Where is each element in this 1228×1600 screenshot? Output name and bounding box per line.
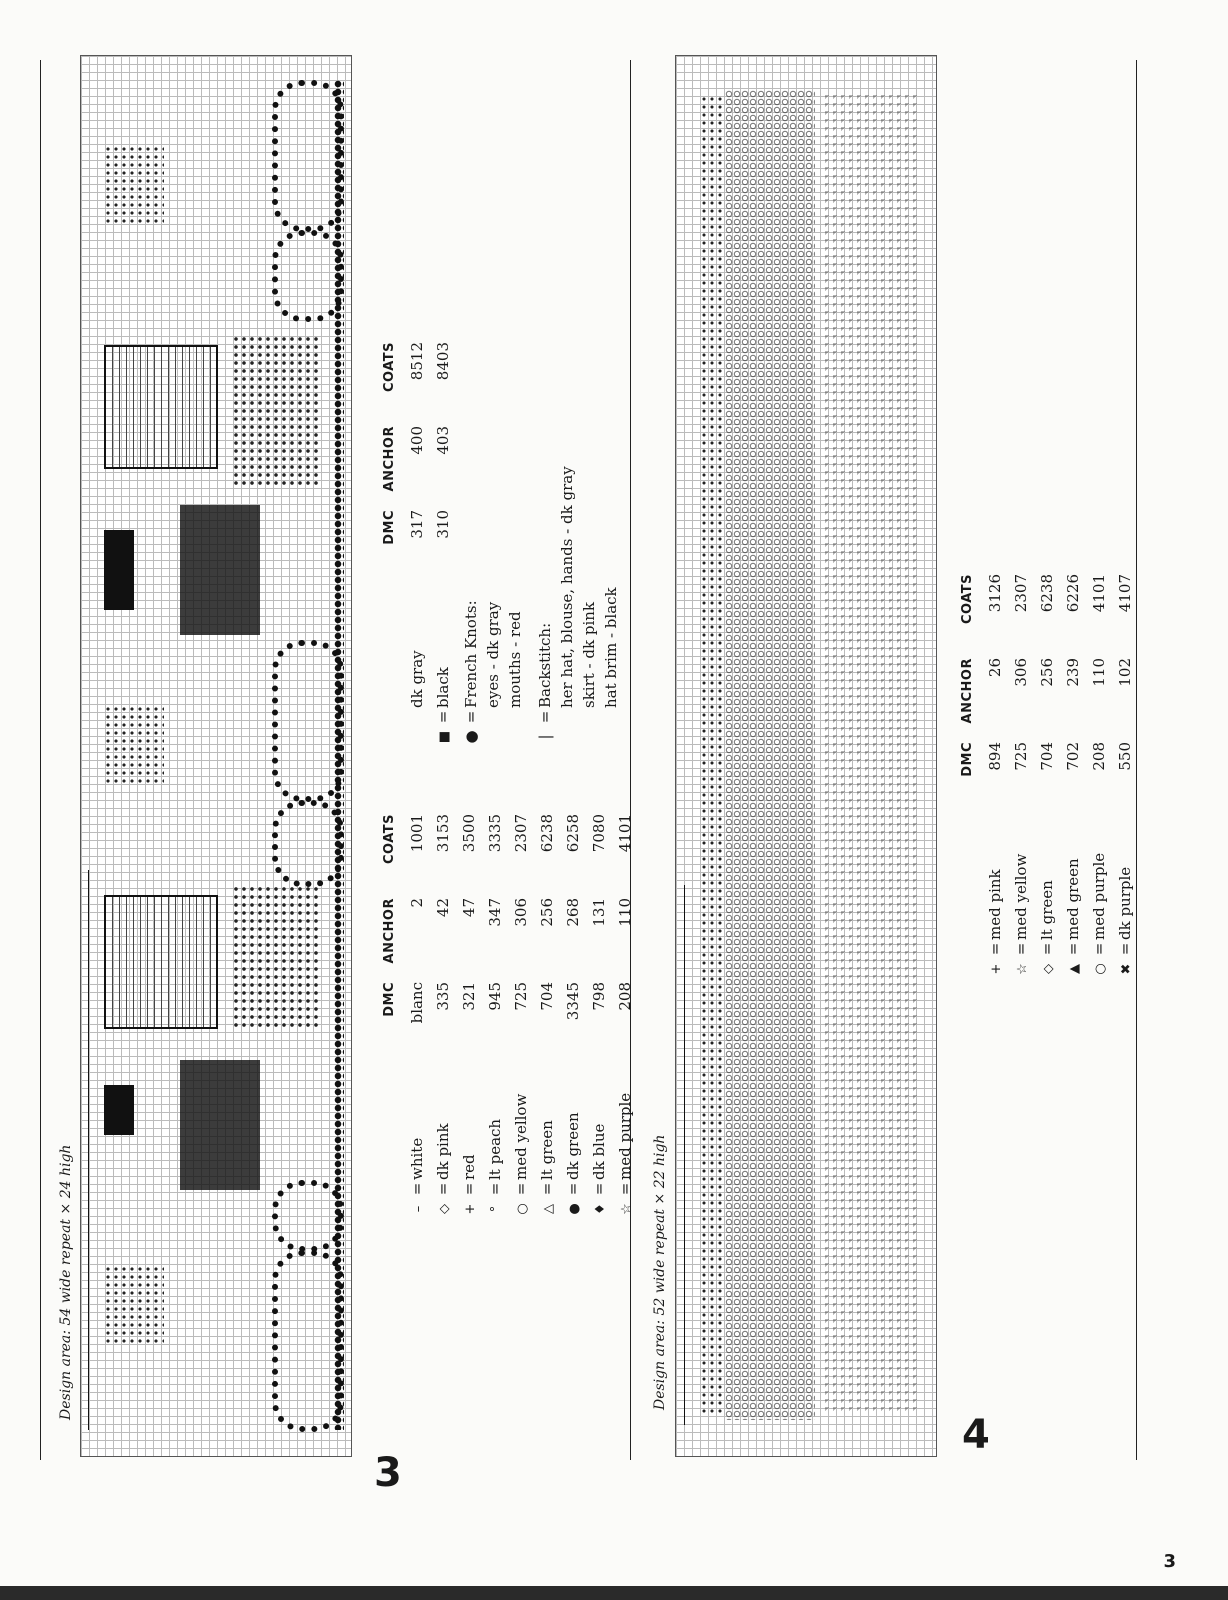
chart4-anchor: 239 bbox=[1064, 658, 1082, 687]
chart3-name: red bbox=[460, 1154, 478, 1180]
chart4-symbol-icon: ◇ bbox=[1041, 964, 1056, 974]
backstitch-line-3: hat brim - black bbox=[602, 587, 620, 708]
chart3-equals: = bbox=[512, 1182, 530, 1196]
chart4-symbol-icon: + bbox=[989, 963, 1004, 975]
chart3-anchor: 268 bbox=[564, 898, 582, 927]
chart4-name: med green bbox=[1064, 858, 1082, 940]
chart3-legend-header bbox=[382, 808, 408, 1220]
chart3-legend-row bbox=[486, 808, 512, 1220]
chart3-name: lt peach bbox=[486, 1118, 504, 1180]
chart3-legend bbox=[382, 342, 642, 1220]
chart3-symbol-icon: ♦ bbox=[593, 1203, 608, 1215]
chart3-dmc: 321 bbox=[460, 982, 478, 1011]
chart4-name: dk purple bbox=[1116, 866, 1134, 940]
chart4-coats: 6226 bbox=[1064, 574, 1082, 613]
chart4-symbol-icon: ✖ bbox=[1119, 963, 1134, 975]
chart3-coats: 3500 bbox=[460, 814, 478, 853]
chart4-dmc: 702 bbox=[1064, 742, 1082, 771]
chart4-dmc-header: DMC bbox=[960, 742, 975, 777]
chart4-coats: 2307 bbox=[1012, 574, 1030, 613]
chart3-loop-6 bbox=[272, 80, 344, 232]
chart4-number: 4 bbox=[962, 1412, 990, 1458]
chart4-legend-row bbox=[1012, 560, 1038, 980]
chart3-equals: = bbox=[538, 1182, 556, 1196]
chart3-legend-row bbox=[616, 808, 642, 1220]
chart3-coats: 3335 bbox=[486, 814, 504, 853]
chart3-anchor: 47 bbox=[460, 898, 478, 918]
chart4-equals: = bbox=[1064, 942, 1082, 956]
chart3-equals: = bbox=[590, 1182, 608, 1196]
chart3-coats: 2307 bbox=[512, 814, 530, 853]
chart4-center-arrow bbox=[684, 885, 685, 1425]
chart3-anchor: 131 bbox=[590, 898, 608, 927]
chart3-name: med yellow bbox=[512, 1093, 530, 1180]
chart4-coats: 4101 bbox=[1090, 574, 1108, 613]
chart3-name: dk pink bbox=[434, 1123, 452, 1180]
chart3-loop-5 bbox=[272, 230, 344, 322]
chart3-coats: 6258 bbox=[564, 814, 582, 853]
chart3-equals: = bbox=[564, 1182, 582, 1196]
chart3-legend-row bbox=[408, 808, 434, 1220]
chart4-legend-header bbox=[960, 560, 986, 980]
chart3-symbol-icon: – bbox=[411, 1205, 426, 1213]
backstitch-symbol: | bbox=[536, 734, 554, 740]
chart3-dmc: 3345 bbox=[564, 982, 582, 1021]
chart4-symbol-icon: ☆ bbox=[1015, 963, 1030, 975]
chart3b-name: black bbox=[434, 667, 452, 708]
chart4-dmc: 725 bbox=[1012, 742, 1030, 771]
chart4-symbol-icon: ▲ bbox=[1067, 964, 1082, 974]
chart3-backstitch: | = Backstitch: her hat, blouse, hands - dk gray skirt - dk pink hat brim - black bbox=[534, 336, 622, 748]
chart3-center-arrow bbox=[88, 870, 89, 1430]
chart3-design-area-label: Design area: 54 wide repeat × 24 high bbox=[58, 1144, 74, 1420]
chart3-dmc: blanc bbox=[408, 982, 426, 1024]
chart3-name: white bbox=[408, 1137, 426, 1180]
chart3-equals: = bbox=[434, 1182, 452, 1196]
chart3-shirt-2 bbox=[232, 335, 322, 485]
chart3-flower-2 bbox=[104, 705, 164, 785]
chart4-legend-row bbox=[1090, 560, 1116, 980]
chart3-coats: 6238 bbox=[538, 814, 556, 853]
chart3-legend-row bbox=[564, 808, 590, 1220]
dmc-header-2: DMC bbox=[382, 510, 397, 545]
left-margin-rule bbox=[40, 60, 41, 1460]
chart3-legend-rows bbox=[408, 808, 642, 1220]
chart3-name: med purple bbox=[616, 1092, 634, 1180]
chart3-dmc: 725 bbox=[512, 982, 530, 1011]
chart4-equals: = bbox=[986, 942, 1004, 956]
chart3-anchor: 347 bbox=[486, 898, 504, 927]
chart4-vine bbox=[700, 95, 722, 1415]
chart3-dress-2 bbox=[180, 505, 260, 635]
chart3-clothes-2 bbox=[104, 345, 218, 469]
chart4-equals: = bbox=[1116, 942, 1134, 956]
chart3-legend2-header bbox=[382, 336, 408, 748]
chart3-symbol-icon: ° bbox=[489, 1205, 504, 1213]
chart3-french-knots: ● = French Knots: eyes - dk gray mouths - red bbox=[460, 336, 526, 748]
chart3-loop-4 bbox=[272, 640, 344, 802]
chart3-loop-3 bbox=[272, 800, 344, 887]
chart4-leaves bbox=[825, 95, 920, 1415]
chart4-anchor: 26 bbox=[986, 658, 1004, 678]
chart4-legend-rows bbox=[986, 560, 1142, 980]
chart4-legend-row bbox=[1116, 560, 1142, 980]
chart3-equals: = bbox=[460, 1182, 478, 1196]
chart4-design-area-label: Design area: 52 wide repeat × 22 high bbox=[652, 1134, 668, 1410]
chart3-symbol-icon: ● bbox=[567, 1203, 582, 1215]
dmc-header: DMC bbox=[382, 982, 397, 1017]
chart3b-coats: 8403 bbox=[434, 342, 452, 381]
french-knots-title: French Knots: bbox=[462, 600, 480, 708]
chart3-clothes-1 bbox=[104, 895, 218, 1029]
chart3-anchor: 256 bbox=[538, 898, 556, 927]
chart3b-anchor: 400 bbox=[408, 426, 426, 455]
chart3b-equals: = bbox=[434, 710, 452, 724]
chart3-symbol-icon: ○ bbox=[515, 1203, 530, 1215]
chart3-number: 3 bbox=[374, 1450, 402, 1496]
chart3-anchor: 42 bbox=[434, 898, 452, 918]
scan-edge-band bbox=[0, 1586, 1228, 1600]
chart3-coats: 3153 bbox=[434, 814, 452, 853]
chart3-hat-2 bbox=[104, 530, 134, 610]
backstitch-line-2: skirt - dk pink bbox=[580, 602, 598, 708]
chart3-legend-row bbox=[460, 808, 486, 1220]
chart3-equals: = bbox=[408, 1182, 426, 1196]
chart3-legend-row bbox=[538, 808, 564, 1220]
chart4-equals: = bbox=[1038, 942, 1056, 956]
chart3-legend-row bbox=[590, 808, 616, 1220]
chart3b-symbol-icon: ■ bbox=[437, 730, 452, 744]
chart4-anchor: 256 bbox=[1038, 658, 1056, 687]
chart3-name: dk green bbox=[564, 1112, 582, 1180]
chart3-symbol-icon: + bbox=[463, 1203, 478, 1215]
backstitch-line-1: her hat, blouse, hands - dk gray bbox=[558, 466, 576, 708]
chart3-equals: = bbox=[486, 1182, 504, 1196]
chart4-dmc: 704 bbox=[1038, 742, 1056, 771]
chart3b-anchor: 403 bbox=[434, 426, 452, 455]
chart4-name: lt green bbox=[1038, 880, 1056, 940]
chart3-dmc: 208 bbox=[616, 982, 634, 1011]
chart3-loop-1 bbox=[272, 1250, 344, 1432]
chart4-hearts bbox=[725, 90, 815, 1420]
chart3-legend-row bbox=[512, 808, 538, 1220]
chart4-symbol-icon: ○ bbox=[1093, 963, 1108, 975]
chart4-dmc: 208 bbox=[1090, 742, 1108, 771]
chart3-coats: 1001 bbox=[408, 814, 426, 853]
chart4-anchor-header: ANCHOR bbox=[960, 658, 975, 724]
chart4-dmc: 550 bbox=[1116, 742, 1134, 771]
chart4-anchor: 306 bbox=[1012, 658, 1030, 687]
coats-header: COATS bbox=[382, 814, 397, 865]
french-knots-line-1: eyes - dk gray bbox=[484, 601, 502, 708]
chart3-flower-1 bbox=[104, 1265, 164, 1345]
chart3-legend-secondary bbox=[382, 336, 642, 768]
chart3-dmc: 945 bbox=[486, 982, 504, 1011]
chart3-legend-row bbox=[434, 808, 460, 1220]
chart3-legend2-rows bbox=[408, 336, 460, 748]
chart3-hat-1 bbox=[104, 1085, 134, 1135]
chart3-anchor: 2 bbox=[408, 898, 426, 908]
chart3-equals: = bbox=[616, 1182, 634, 1196]
chart3-symbol-icon: ☆ bbox=[619, 1203, 634, 1215]
chart3-dmc: 704 bbox=[538, 982, 556, 1011]
chart3-dmc: 798 bbox=[590, 982, 608, 1011]
chart4-anchor: 102 bbox=[1116, 658, 1134, 687]
chart4-name: med purple bbox=[1090, 852, 1108, 940]
chart4-coats: 4107 bbox=[1116, 574, 1134, 613]
chart3-coats: 4101 bbox=[616, 814, 634, 853]
coats-header-2: COATS bbox=[382, 342, 397, 393]
chart3-shirt-1 bbox=[232, 885, 322, 1030]
chart3-symbol-icon: ◇ bbox=[437, 1204, 452, 1214]
chart4-coats: 3126 bbox=[986, 574, 1004, 613]
anchor-header-2: ANCHOR bbox=[382, 426, 397, 492]
page-number: 3 bbox=[1163, 1551, 1176, 1572]
chart3-symbol-icon: △ bbox=[541, 1204, 556, 1214]
chart4-legend-row bbox=[1064, 560, 1090, 980]
chart4-dmc: 894 bbox=[986, 742, 1004, 771]
chart4-anchor: 110 bbox=[1090, 658, 1108, 687]
chart3-name: dk blue bbox=[590, 1123, 608, 1180]
chart3-anchor: 110 bbox=[616, 898, 634, 927]
chart3-name: lt green bbox=[538, 1120, 556, 1180]
chart3-coats: 7080 bbox=[590, 814, 608, 853]
chart4-name: med pink bbox=[986, 869, 1004, 940]
chart4-coats-header: COATS bbox=[960, 574, 975, 625]
backstitch-title: Backstitch: bbox=[536, 622, 554, 708]
chart3-dmc: 335 bbox=[434, 982, 452, 1011]
chart4-name: med yellow bbox=[1012, 853, 1030, 940]
french-knots-line-2: mouths - red bbox=[506, 611, 524, 708]
chart4-coats: 6238 bbox=[1038, 574, 1056, 613]
chart3b-legend-row bbox=[408, 336, 434, 748]
chart3-flower-3 bbox=[104, 145, 164, 225]
chart3-loop-2 bbox=[272, 1180, 344, 1252]
chart3b-coats: 8512 bbox=[408, 342, 426, 381]
anchor-header: ANCHOR bbox=[382, 898, 397, 964]
chart4-equals: = bbox=[1090, 942, 1108, 956]
chart3b-dmc: 310 bbox=[434, 510, 452, 539]
chart4-legend-row bbox=[1038, 560, 1064, 980]
chart3-legend-main bbox=[382, 808, 642, 1220]
chart4-legend bbox=[960, 560, 1142, 980]
chart4-equals: = bbox=[1012, 942, 1030, 956]
chart3-dress-1 bbox=[180, 1060, 260, 1190]
chart3b-dmc: 317 bbox=[408, 510, 426, 539]
chart3-anchor: 306 bbox=[512, 898, 530, 927]
chart3b-legend-row bbox=[434, 336, 460, 748]
chart4-legend-row bbox=[986, 560, 1012, 980]
chart3b-name: dk gray bbox=[408, 650, 426, 708]
french-knot-symbol: ● bbox=[462, 730, 480, 744]
